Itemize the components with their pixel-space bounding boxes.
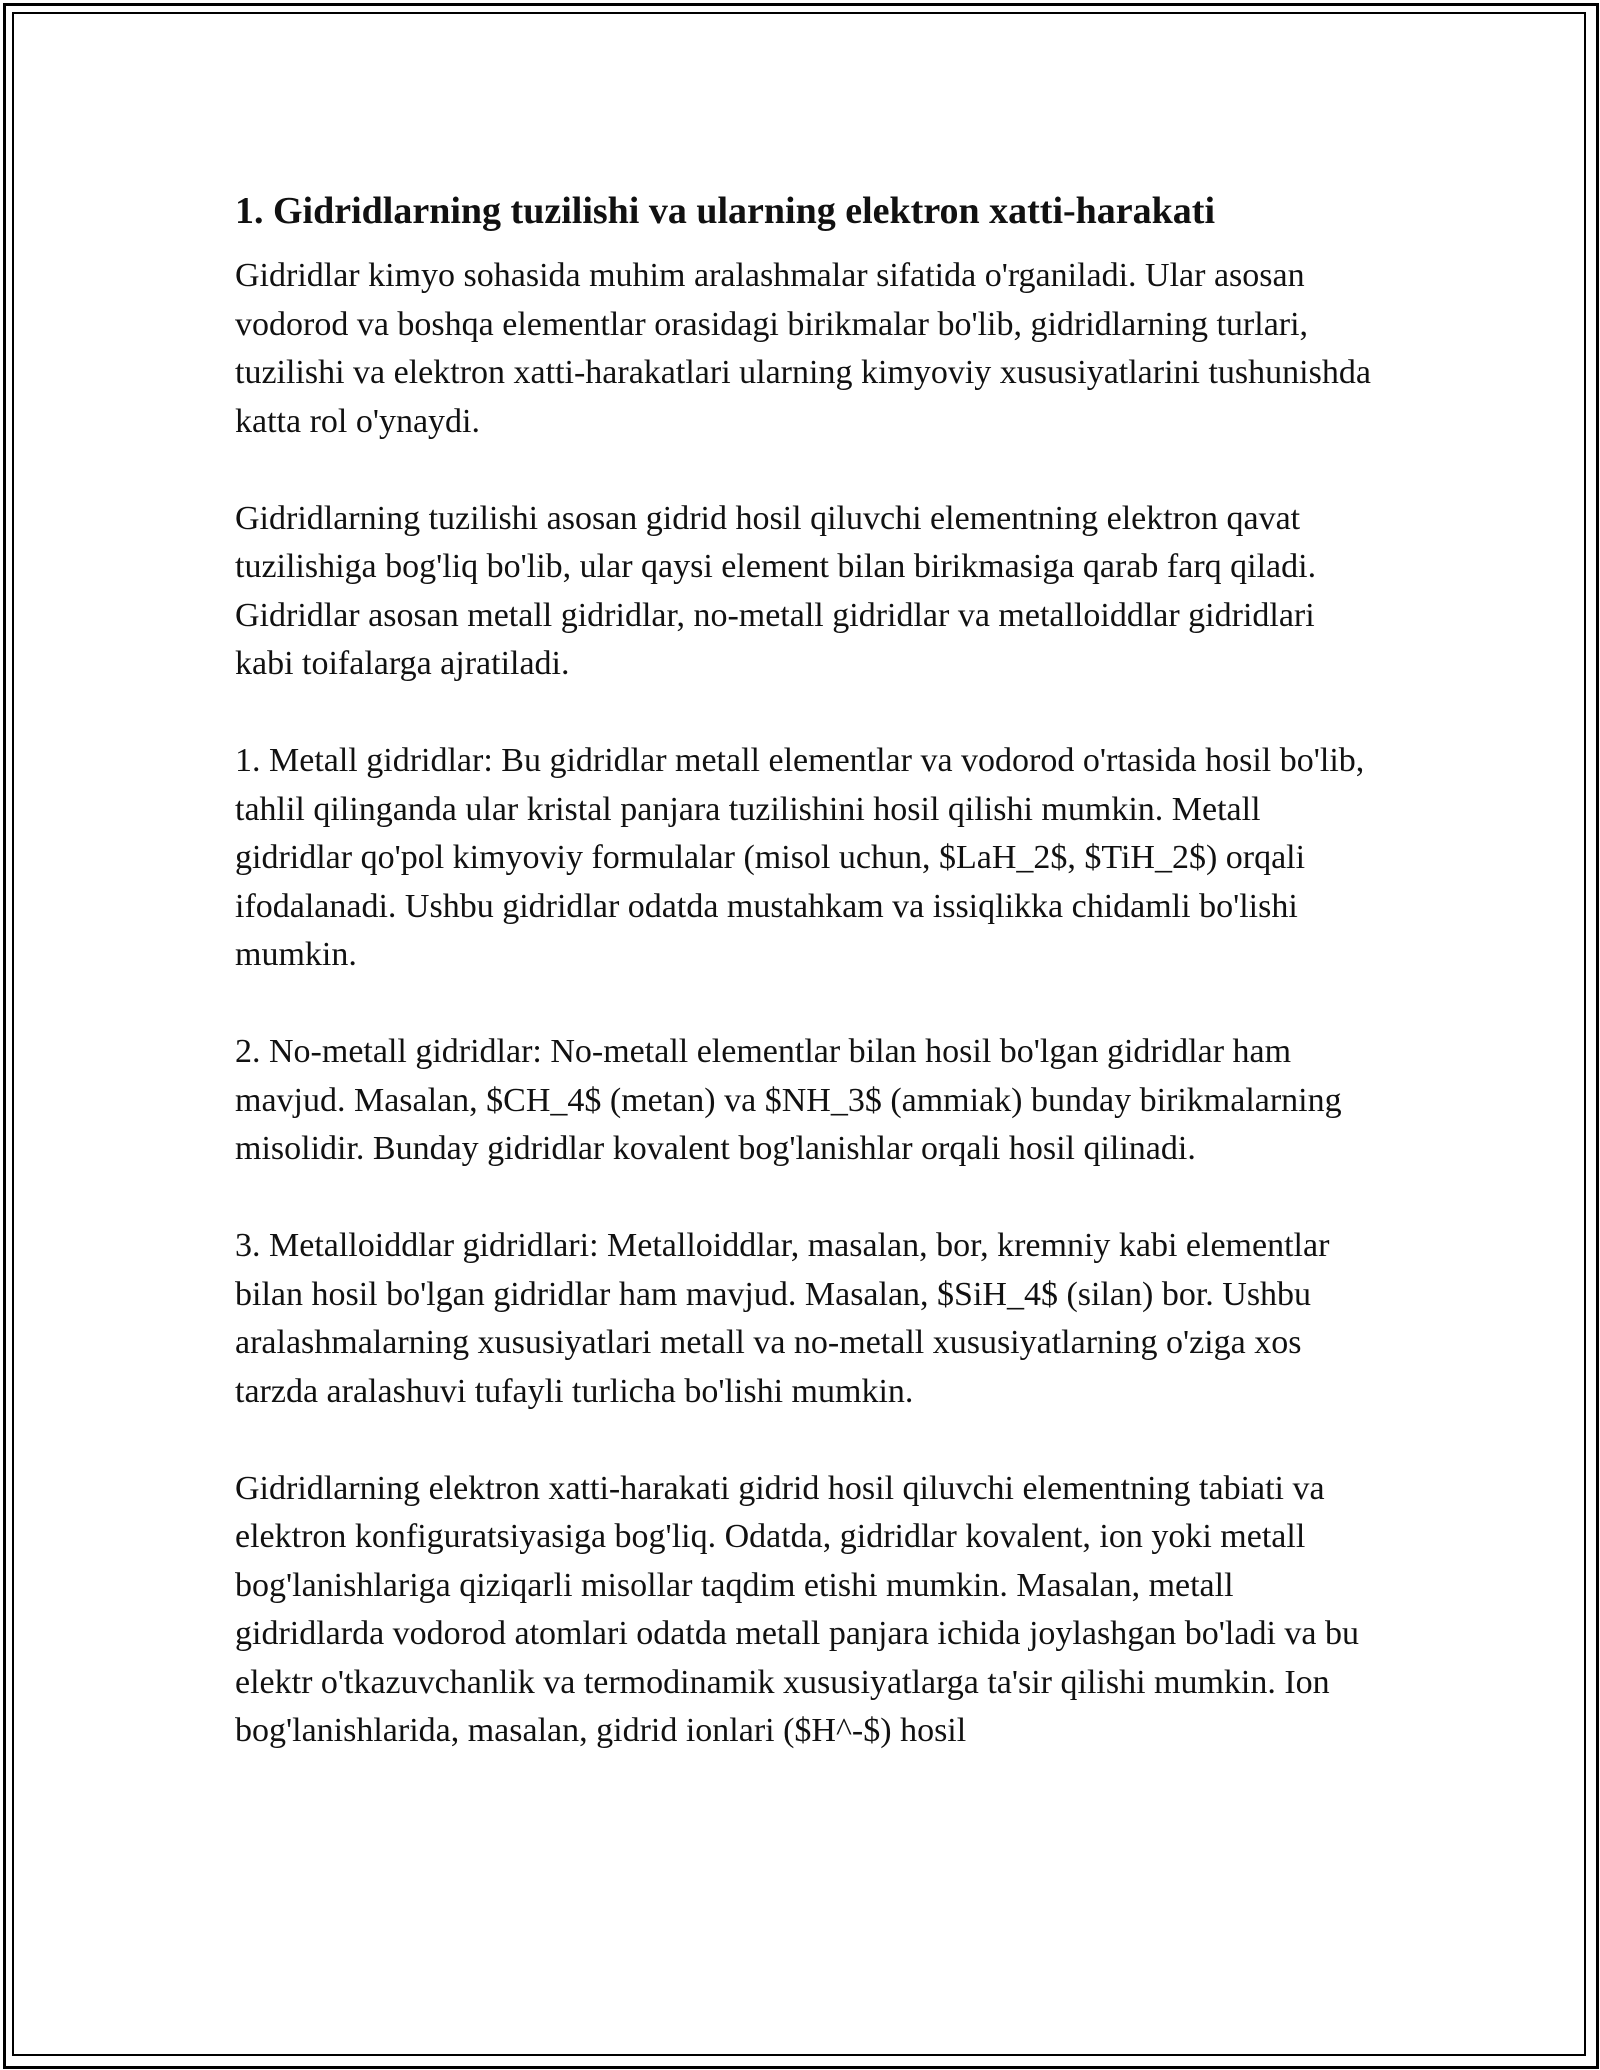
section-heading: 1. Gidridlarning tuzilishi va ularning elektron xatti-harakati — [235, 190, 1216, 232]
paragraph-intro: Gidridlar kimyo sohasida muhim aralashmalar sifatida o'rganiladi. Ular asosan vodorod va boshqa elementlar orasidagi birikmalar bo'lib, gidridlarning turlari, tuzilishi va elektron xatti-harakatlari ularning kimyoviy xususiyatlarini tushunishda katta rol o'ynaydi. — [235, 257, 1371, 440]
paragraph-metalloid-hydrides: 3. Metalloiddlar gidridlari: Metalloiddlar, masalan, bor, kremniy kabi elementlar bilan hosil bo'lgan gidridlar ham mavjud. Masalan, $SiH_4$ (silan) bor. Ushbu aralashmalarning xususiyatlari metall va no-metall xususiyatlarning o'ziga xos tarzda aralashuvi tufayli turlicha bo'lishi mumkin. — [235, 1227, 1330, 1410]
document-body — [235, 186, 1375, 1756]
paragraph-metal-hydrides: 1. Metall gidridlar: Bu gidridlar metall elementlar va vodorod o'rtasida hosil bo'lib, tahlil qilinganda ular kristal panjara tuzilishini hosil qilishi mumkin. Metall gidridlar qo'pol kimyoviy formulalar (misol uchun, $LaH_2$, $TiH_2$) orqali ifodalanadi. Ushbu gidridlar odatda mustahkam va issiqlikka chidamli bo'lishi mumkin. — [235, 742, 1365, 973]
paragraph-structure: Gidridlarning tuzilishi asosan gidrid hosil qiluvchi elementning elektron qavat tuzilishiga bog'liq bo'lib, ular qaysi element bilan birikmasiga qarab farq qiladi. Gidridlar asosan metall gidridlar, no-metall gidridlar va metalloiddlar gidridlari kabi toifalarga ajratiladi. — [235, 499, 1317, 682]
paragraph-nonmetal-hydrides: 2. No-metall gidridlar: No-metall elementlar bilan hosil bo'lgan gidridlar ham mavjud. Masalan, $CH_4$ (metan) va $NH_3$ (ammiak) bunday birikmalarning misolidir. Bunday gidridlar kovalent bog'lanishlar orqali hosil qilinadi. — [235, 1033, 1342, 1167]
paragraph-electron-behavior: Gidridlarning elektron xatti-harakati gidrid hosil qiluvchi elementning tabiati va elektron konfiguratsiyasiga bog'liq. Odatda, gidridlar kovalent, ion yoki metall bog'lanishlariga qiziqarli misollar taqdim etishi mumkin. Masalan, metall gidridlarda vodorod atomlari odatda metall panjara ichida joylashgan bo'ladi va bu elektr o'tkazuvchanlik va termodinamik xususiyatlarga ta'sir qilishi mumkin. Ion bog'lanishlarida, masalan, gidrid ionlari ($H^-$) hosil — [235, 1469, 1359, 1749]
